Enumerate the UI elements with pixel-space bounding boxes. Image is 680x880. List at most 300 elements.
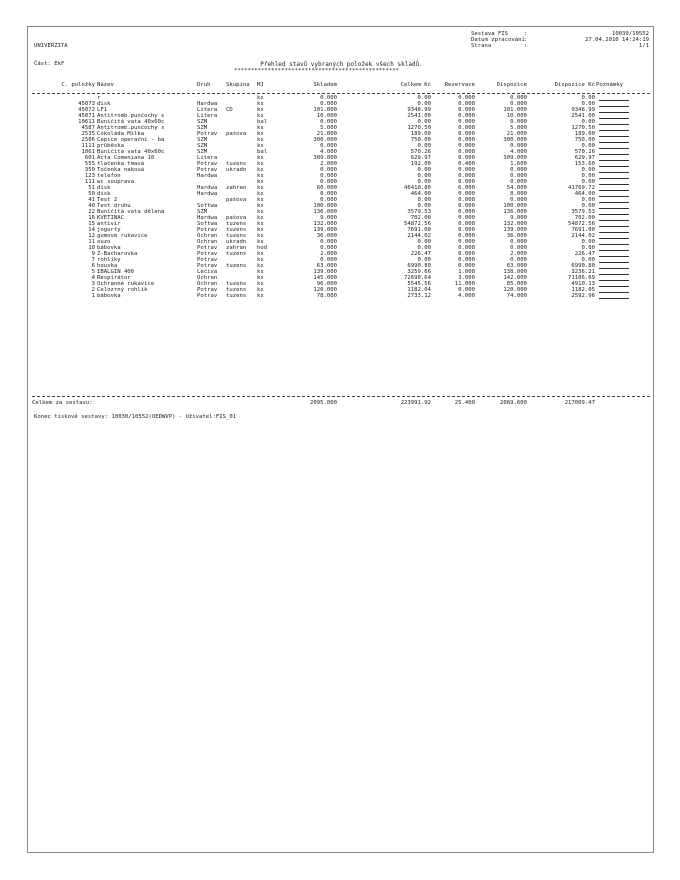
cell-type: Léčiva [197,269,218,275]
cell-reserved: 0.000 [458,251,475,257]
cell-reserved: 0.000 [458,149,475,155]
cell-available: 85.000 [506,281,527,287]
cell-available: 0.000 [510,197,527,203]
cell-total-czk: 0.00 [417,257,431,263]
cell-reserved: 0.000 [458,101,475,107]
totals-divider [32,396,650,397]
cell-available: 300.000 [503,137,527,143]
col-header-notes: Poznámky [596,82,623,88]
cell-in-stock: 2.000 [320,251,337,257]
cell-reserved: 1.000 [458,269,475,275]
cell-in-stock: 309.000 [313,155,337,161]
cell-available: 0.000 [510,167,527,173]
cell-group: ukradn [226,167,247,173]
cell-item-name: průběska [97,143,124,149]
cell-in-stock: 0.000 [320,245,337,251]
cell-available-czk: 0.00 [581,203,595,209]
cell-available-czk: 9348.99 [571,107,595,113]
cell-type: Hardwa [197,191,218,197]
cell-unit: ks [257,155,264,161]
cell-type: SZM [197,149,208,155]
cell-item-number: 7 [91,257,95,263]
cell-unit: ks [257,203,264,209]
totals-total-czk: 223991.92 [400,400,431,406]
cell-type: SZM [197,119,208,125]
cell-available-czk: 71106.69 [568,275,595,281]
cell-type: Litera [197,113,218,119]
cell-item-number: 4587 [81,125,95,131]
cell-item-name: ouzo [97,239,111,245]
cell-type: Ochran [197,239,218,245]
cell-item-name: Čokoláda Milka [97,131,145,137]
cell-in-stock: 139.000 [313,269,337,275]
cell-reserved: 0.000 [458,221,475,227]
cell-reserved: 0.000 [458,233,475,239]
cell-item-name: gumové rukavice [97,233,148,239]
cell-group: tuzens [226,293,247,299]
cell-available: 8.000 [510,191,527,197]
cell-total-czk: 0.00 [417,143,431,149]
cell-item-number: 22 [88,209,95,215]
cell-reserved: 0.000 [458,113,475,119]
cell-item-name: tlačenka tmavá [97,161,145,167]
cell-unit: ks [257,197,264,203]
meta-label: Sestava FIS [471,31,509,37]
cell-reserved: 0.000 [458,203,475,209]
totals-reserved: 25.400 [454,400,475,406]
cell-available-czk: 2541.00 [571,113,595,119]
cell-in-stock: 0.000 [320,119,337,125]
cell-item-name: LF1 [97,107,108,113]
cell-item-number: 16 [88,215,95,221]
cell-type: SZM [197,125,208,131]
cell-unit: bal [257,119,268,125]
cell-available-czk: 4910.13 [571,281,595,287]
col-header-total-czk: Celkem Kč [400,82,431,88]
cell-group: tuzens [226,227,247,233]
cell-item-name: disk [97,101,111,107]
cell-group: pašova [226,215,247,221]
cell-available-czk: 0.00 [581,119,595,125]
cell-item-number: 2535 [81,131,95,137]
cell-reserved: 0.000 [458,257,475,263]
cell-available: 0.000 [510,239,527,245]
cell-item-name: Ochranné rukavice [97,281,155,287]
meta-separator: : [524,31,528,37]
cell-total-czk: 1270.50 [407,125,431,131]
table-row [32,293,650,299]
cell-in-stock: 60.000 [316,185,337,191]
cell-group: tuzens [226,233,247,239]
cell-item-number: 123 [84,173,95,179]
cell-item-number: 41 [88,197,95,203]
cell-reserved: 0.400 [458,161,475,167]
cell-total-czk: 72690.64 [404,275,431,281]
cell-unit: ks [257,257,264,263]
cell-total-czk: 5545.56 [407,281,431,287]
cell-total-czk: 9348.99 [407,107,431,113]
cell-type: Softwa [197,203,218,209]
cell-total-czk: 1182.04 [407,287,431,293]
cell-type: Potrav [197,293,218,299]
cell-available-czk: 750.00 [574,137,595,143]
col-header-available-czk: Dispozice Kč [554,82,595,88]
cell-item-name: Test druhu [97,203,131,209]
cell-unit: ks [257,269,264,275]
cell-total-czk: 2541.00 [407,113,431,119]
cell-type: Hardwa [197,173,218,179]
cell-in-stock: 0.000 [320,239,337,245]
cell-group: pašova [226,131,247,137]
cell-total-czk: 0.00 [417,245,431,251]
cell-available-czk: 3236.21 [571,269,595,275]
cell-total-czk: 6990.80 [407,263,431,269]
cell-available: 139.000 [503,227,527,233]
cell-item-number: 15 [88,221,95,227]
cell-available-czk: 1182.05 [571,287,595,293]
cell-group: pašova [226,197,247,203]
cell-reserved: 4.000 [458,293,475,299]
cell-unit: ks [257,251,264,257]
cell-type: Ochran [197,275,218,281]
cell-type: Litera [197,107,218,113]
cell-reserved: 0.000 [458,191,475,197]
cell-item-number: 45073 [78,101,95,107]
cell-in-stock: 120.000 [313,287,337,293]
cell-available: 1.600 [510,161,527,167]
cell-available-czk: 0.00 [581,143,595,149]
cell-item-number: 1061 [81,149,95,155]
cell-group: tuzens [226,281,247,287]
cell-group: tuzens [226,221,247,227]
totals-available-czk: 217009.47 [564,400,595,406]
report-title-underline: ************************************************* [234,68,400,74]
cell-available-czk: 189.00 [574,131,595,137]
cell-available-czk: 0.00 [581,167,595,173]
cell-in-stock: 0.000 [320,101,337,107]
organization-part: Část: EkF [34,61,65,67]
cell-available-czk: 2592.96 [571,293,595,299]
cell-item-number: 12 [88,233,95,239]
cell-item-name: Celozrný rohlík [97,287,148,293]
cell-in-stock: 100.000 [313,203,337,209]
cell-total-czk: 7691.00 [407,227,431,233]
cell-available: 0.000 [510,95,527,101]
cell-unit: ks [257,173,264,179]
cell-item-name: Respirátor [97,275,131,281]
cell-item-name: telefon [97,173,121,179]
cell-available: 63.000 [506,263,527,269]
cell-available-czk: 0.00 [581,197,595,203]
cell-available-czk: 629.97 [574,155,595,161]
cell-in-stock: 132.000 [313,221,337,227]
table-header-row [32,82,650,88]
cell-item-name: jogurty [97,227,121,233]
cell-total-czk: 0.00 [417,173,431,179]
cell-available: 0.000 [510,257,527,263]
cell-reserved: 0.000 [458,209,475,215]
cell-type: Potrav [197,263,218,269]
cell-unit: ks [257,191,264,197]
cell-type: Potrav [197,227,218,233]
cell-available-czk: 7691.00 [571,227,595,233]
cell-type: Ochran [197,233,218,239]
cell-reserved: 0.000 [458,239,475,245]
cell-unit: ks [257,137,264,143]
cell-available-czk: 0.00 [581,245,595,251]
cell-type: Softwa [197,221,218,227]
cell-reserved: 0.000 [458,143,475,149]
cell-available-czk: 0.00 [581,173,595,179]
cell-in-stock: 0.000 [320,173,337,179]
cell-item-name: Z-Bacharovka [97,251,138,257]
cell-item-number: 2506 [81,137,95,143]
cell-item-number: 2 [91,287,95,293]
cell-type: SZM [197,143,208,149]
cell-item-number: 111 [84,179,95,185]
cell-unit: ks [257,131,264,137]
cell-available-czk: 0.00 [581,257,595,263]
meta-separator: : [524,37,528,43]
cell-reserved: 0.000 [458,107,475,113]
report-title: Přehled stavů vybraných položek všech skladů. [260,61,423,68]
cell-unit: ks [257,107,264,113]
cell-unit: ks [257,239,264,245]
cell-in-stock: 0.000 [320,95,337,101]
cell-type: Ochran [197,281,218,287]
cell-total-czk: 0.00 [417,203,431,209]
cell-available-czk: 54872.56 [568,221,595,227]
cell-type: Potrav [197,287,218,293]
cell-item-number: 1111 [81,143,95,149]
col-header-in-stock: Skladem [313,82,337,88]
cell-type: Potrav [197,161,218,167]
cell-unit: ks [257,179,264,185]
totals-in-stock: 2095.000 [310,400,337,406]
cell-item-name: antivir [97,221,121,227]
cell-total-czk: 0.00 [417,239,431,245]
cell-in-stock: 300.000 [313,137,337,143]
cell-type: SZM [197,209,208,215]
cell-available-czk: 153.60 [574,161,595,167]
cell-total-czk: 0.00 [417,101,431,107]
meta-value: 27.04.2010 14:24:19 [585,37,649,43]
cell-in-stock: 0.000 [320,143,337,149]
cell-unit: ks [257,263,264,269]
cell-reserved: 0.000 [458,227,475,233]
cell-total-czk: 2144.02 [407,233,431,239]
cell-available: 4.000 [510,149,527,155]
cell-unit: ks [257,281,264,287]
cell-type: Litera [197,155,218,161]
cell-item-name: Čepice operační - ba [97,137,165,143]
totals-label: Celkem za sestavu: [32,400,93,406]
cell-available: 0.000 [510,143,527,149]
cell-available: 101.000 [503,107,527,113]
cell-item-name: Točenka nakouá [97,167,145,173]
cell-item-name: Test 2 [97,197,118,203]
cell-item-name: Buničitá vata 40x60c [97,119,165,125]
cell-reserved: 0.000 [458,167,475,173]
cell-available: 21.000 [506,131,527,137]
col-header-available: Dispozice [496,82,527,88]
cell-available: 36.000 [506,233,527,239]
col-header-name: Název [97,82,114,88]
cell-type: Potrav [197,257,218,263]
cell-unit: ks [257,215,264,221]
cell-total-czk: 570.26 [410,149,431,155]
cell-in-stock: 5.000 [320,125,337,131]
cell-unit: ks [257,167,264,173]
header-divider [32,88,650,94]
cell-unit: ks [257,185,264,191]
cell-available: 0.000 [510,119,527,125]
cell-in-stock: 10.000 [316,113,337,119]
cell-reserved: 0.000 [458,215,475,221]
cell-reserved: 11.000 [454,281,475,287]
cell-available: 309.000 [503,155,527,161]
cell-group: tuzens [226,251,247,257]
cell-unit: ks [257,209,264,215]
cell-unit: ks [257,125,264,131]
cell-unit: ks [257,101,264,107]
cell-available-czk: 41769.72 [568,185,595,191]
cell-available: 0.000 [510,173,527,179]
cell-unit: ks [257,161,264,167]
cell-available: 0.000 [510,179,527,185]
cell-reserved: 0.000 [458,95,475,101]
cell-available-czk: 226.47 [574,251,595,257]
report-meta-row [471,43,649,49]
cell-item-name: disk [97,191,111,197]
cell-in-stock: 9.000 [320,215,337,221]
cell-item-name: r [97,95,101,101]
cell-in-stock: 0.000 [320,257,337,263]
cell-group: tuzens [226,161,247,167]
organization-header [34,31,68,79]
cell-total-czk: 226.47 [410,251,431,257]
cell-reserved: 3.000 [458,275,475,281]
cell-total-czk: 0.00 [417,179,431,185]
meta-label: Datum zpracování [471,37,525,43]
cell-type: SZM [197,137,208,143]
cell-available: 120.000 [503,287,527,293]
cell-total-czk: 0.00 [417,167,431,173]
meta-label: Strana [471,43,492,49]
cell-total-czk: 629.97 [410,155,431,161]
meta-separator: : [524,43,528,49]
cell-item-number: 45071 [78,113,95,119]
cell-item-name: IBALGIN 400 [97,269,135,275]
report-meta [471,31,649,49]
cell-total-czk: 192.00 [410,161,431,167]
report-page [27,26,654,853]
cell-item-name: rohlíky [97,257,121,263]
cell-total-czk: 54872.56 [404,221,431,227]
cell-item-name: Buničitá vata dělená [97,209,165,215]
cell-available-czk: 0.00 [581,179,595,185]
cell-item-number: 14 [88,227,95,233]
col-header-number: Č. položky [61,82,95,88]
cell-available: 9.000 [510,215,527,221]
cell-total-czk: 2733.12 [407,293,431,299]
cell-unit: ks [257,95,264,101]
cell-item-number: 3 [91,281,95,287]
meta-value: 10030/10552 [611,31,649,37]
cell-reserved: 0.000 [458,125,475,131]
cell-item-name: disk [97,185,111,191]
cell-group: tuzens [226,287,247,293]
cell-type: Potrav [197,245,218,251]
cell-type: Potrav [197,251,218,257]
cell-item-number: 350 [84,167,95,173]
cell-total-czk: 750.00 [410,137,431,143]
cell-available: 0.000 [510,101,527,107]
cell-available-czk: 1270.50 [571,125,595,131]
cell-reserved: 0.000 [458,155,475,161]
col-header-type: Druh [197,82,211,88]
cell-item-name: KVĚTINÁČ [97,215,124,221]
cell-unit: ks [257,275,264,281]
cell-available-czk: 6990.80 [571,263,595,269]
cell-reserved: 0.000 [458,119,475,125]
cell-available: 0.000 [510,245,527,251]
cell-item-number: 11 [88,239,95,245]
cell-item-name: Acta Comeniana 10 [97,155,155,161]
cell-in-stock: 0.000 [320,179,337,185]
cell-item-number: 10 [88,245,95,251]
cell-total-czk: 3259.66 [407,269,431,275]
totals-row [32,400,650,406]
cell-available-czk: 570.26 [574,149,595,155]
cell-item-number: 10611 [78,119,95,125]
cell-available: 142.000 [503,275,527,281]
cell-total-czk: 464.00 [410,191,431,197]
cell-in-stock: 136.000 [313,209,337,215]
cell-unit: ks [257,113,264,119]
cell-available-czk: 464.00 [574,191,595,197]
cell-in-stock: 2.000 [320,161,337,167]
cell-group: zahran [226,245,247,251]
cell-type: Potrav [197,131,218,137]
cell-item-name: Antitromb.punčochy s [97,113,165,119]
cell-total-czk: 0.00 [417,95,431,101]
cell-unit: bal [257,149,268,155]
cell-unit: ks [257,227,264,233]
cell-item-number: 51 [88,185,95,191]
cell-in-stock: 8.000 [320,191,337,197]
cell-in-stock: 4.000 [320,149,337,155]
totals-available: 2069.600 [500,400,527,406]
cell-in-stock: 21.000 [316,131,337,137]
meta-value: 1/1 [638,43,649,49]
cell-available: 100.000 [503,203,527,209]
cell-item-number: 1 [91,293,95,299]
col-header-group: Skupina [226,82,250,88]
cell-item-number: 45072 [78,107,95,113]
cell-item-number: 601 [84,155,95,161]
cell-total-czk: 702.00 [410,215,431,221]
cell-group: ukradn [226,239,247,245]
cell-total-czk: 3579.53 [407,209,431,215]
cell-in-stock: 139.000 [313,227,337,233]
cell-total-czk: 46410.80 [404,185,431,191]
cell-group: CD [226,107,233,113]
cell-in-stock: 96.000 [316,281,337,287]
cell-item-name: houska [97,263,118,269]
cell-unit: hod [257,245,268,251]
cell-unit: ks [257,143,264,149]
